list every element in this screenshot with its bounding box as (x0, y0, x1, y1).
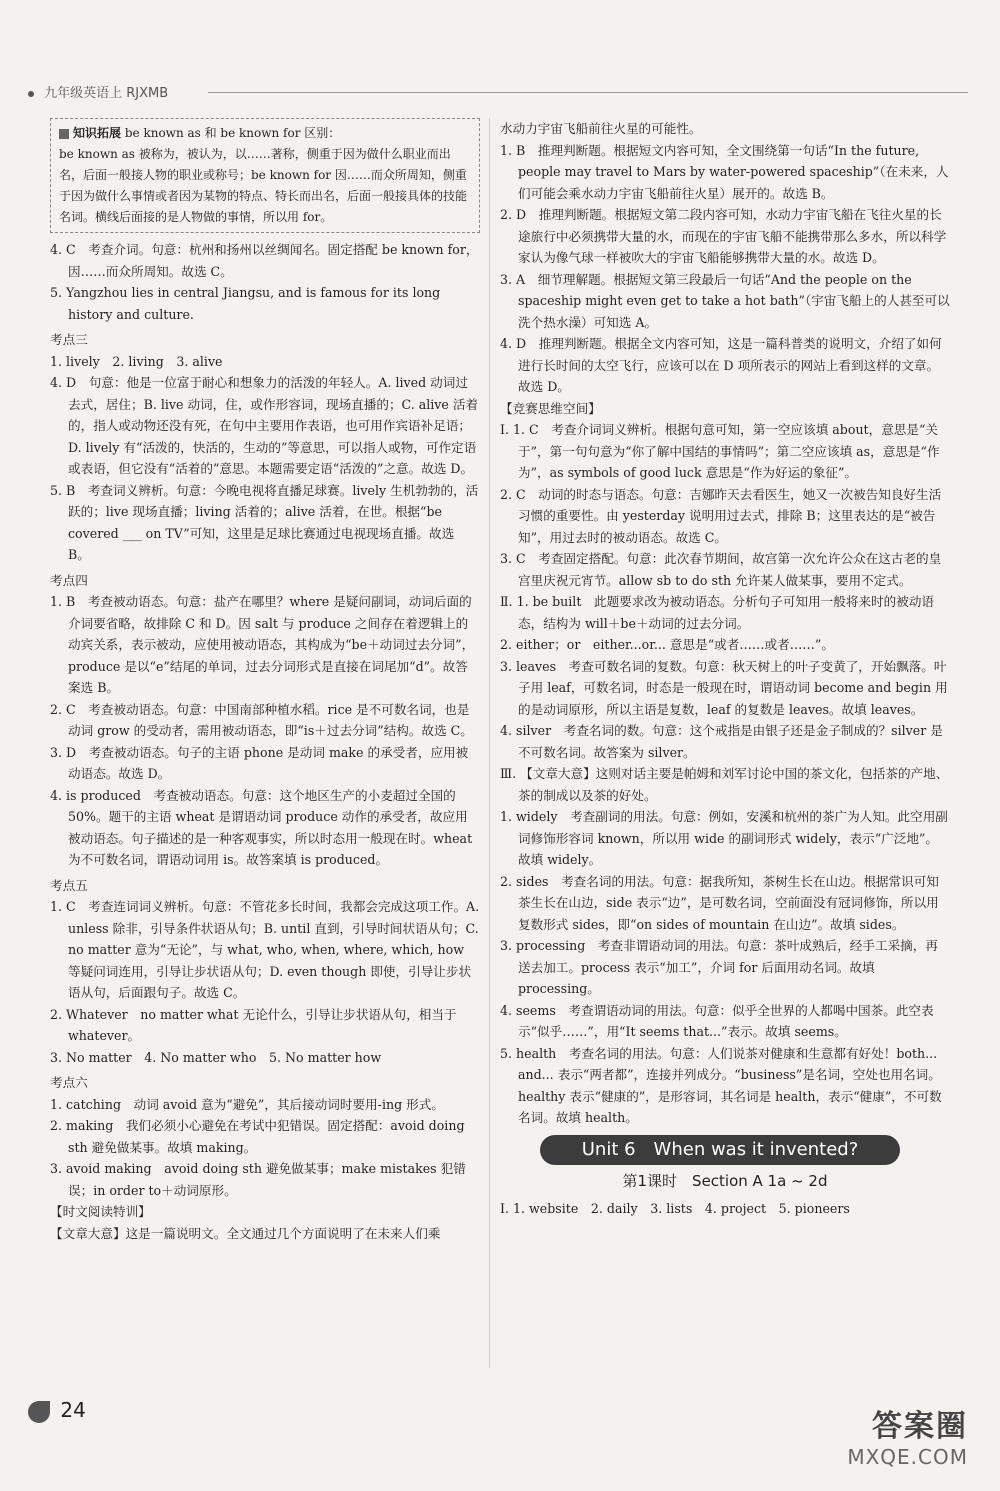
answer-item: 1. catching 动词 avoid 意为“避免”，其后接动词时要用-ing 形式。 (50, 1096, 444, 1112)
answer-item: Ⅱ. 1. be built 此题要求改为被动语态。分析句子可知用一般将来时的被动语态，结构为 will＋be＋动词的过去分词。 (500, 594, 935, 631)
answer-item: 4. seems 考查谓语动词的用法。句意：似乎全世界的人都喝中国茶。此空表示“似乎……”，用“It seems that...”表示。故填 seems。 (500, 1002, 934, 1039)
answer-item: 4. D 句意：他是一位富于耐心和想象力的活泼的年轻人。A. lived 动词过去式，居住；B. live 动词，住，或作形容词，现场直播的；C. alive 活着的，指人或动物还没有死，在句中主要用作表语，也可用作宾语补足语；D. lively 有“活泼的，快活的，生动的”等意思，可以指人或物，可作定语或表语，但它没有“活着的”意思。本题需要定语“活泼的”之意。故选 D。 (50, 375, 479, 476)
answer-item: 3. A 细节理解题。根据短文第三段最后一句话“And the people on the spaceship might even get to take a hot bath”（宇宙飞船上的人甚至可以洗个热水澡）可知选 A。 (500, 271, 950, 330)
answer-item: 1. B 考查被动语态。句意：盐产在哪里？where 是疑问副词，动词后面的介词要省略，故排除 C 和 D。因 salt 与 produce 之间存在着逻辑上的动宾关系，表示被动，应使用被动语态，其构成为“be＋动词过去分词”，produce 是以“e”结尾的单词，过去分词形式是直接在词尾加“d”。故答案选 B。 (50, 594, 475, 695)
answer-item: 2. either；or either...or... 意思是“或者……或者……”。 (500, 637, 834, 652)
logo-big-text: 答案圈 (872, 1409, 968, 1444)
column-divider (489, 118, 490, 1368)
answer-item: 2. D 推理判断题。根据短文第二段内容可知，水动力宇宙飞船在飞往火星的长途旅行中必须携带大量的水，而现在的宇宙飞船不能携带那么多水，所以科学家认为像气球一样被吹大的宇宙飞船能够携带大量的水。故选 D。 (500, 207, 947, 265)
answer-item: 5. B 考查词义辨析。句意：今晚电视将直播足球赛。lively 生机勃勃的，活跃的；live 现场直播；living 活着的；alive 活着，在世。根据“be covered ___ on TV”可知，这里是足球比赛通过电视现场直播。故选 B。 (50, 482, 479, 562)
header-title: 九年级英语上 RJXMB (44, 86, 169, 101)
answer-item: 3. avoid making avoid doing sth 避免做某事；make mistakes 犯错误；in order to＋动词原形。 (50, 1161, 466, 1198)
extension-line: be known as 被称为，被认为，以……著称，侧重于因为做什么职业而出名，后面一般接人物的职业或称号；be known for 因……而众所周知，侧重于因为做什么事情或者因为某物的特点、特长而出名，后面一般接具体的技能名词。横线后面接的是人物做的事情，所以用 for。 (59, 147, 468, 224)
answer-item: 3. C 考查固定搭配。句意：此次春节期间，故宫第一次允许公众在这古老的皇宫里庆祝元宵节。allow sb to do sth 允许某人做某事，要用不定式。 (500, 551, 942, 588)
page-header (28, 82, 968, 104)
answer-item: 3. D 考查被动语态。句子的主语 phone 是动词 make 的承受者，应用被动语态。故选 D。 (50, 744, 469, 781)
header-rule (208, 92, 968, 93)
page-number (28, 1398, 86, 1423)
answer-item: Ⅰ. 1. C 考查介词词义辨析。根据句意可知，第一空应该填 about，意思是“关于”，第一句句意为“你了解中国结的事情吗”；第二空应该填 as，意思是“作为”，as symbols of good luck 意思是“作为好运的象征”。 (500, 422, 940, 480)
extension-line: be known as 和 be known for 区别： (124, 126, 341, 140)
section-heading: 考点五 (50, 877, 88, 893)
answer-item: 4. is produced 考查被动语态。句意：这个地区生产的小麦超过全国的 50%。题干的主语 wheat 是谓语动词 produce 动作的承受者，故应用被动语态。句子描述的是一种客观事实，所以时态用一般现在时。wheat 为不可数名词，谓语动词用 is。故答案填 is produced。 (50, 787, 473, 867)
section-bracket-heading: 【竞赛思维空间】 (500, 400, 601, 416)
answer-item: 1. widely 考查副词的用法。句意：例如，安溪和杭州的茶广为人知。此空用副词修饰形容词 known，所以用 wide 的副词形式 widely，表示“广泛地”。故填 widely。 (500, 809, 948, 867)
answer-item: 4. silver 考查名词的数。句意：这个戒指是由银子还是金子制成的？silver 是不可数名词。故答案为 silver。 (500, 723, 943, 760)
wave-logo-icon (28, 1401, 50, 1423)
extension-title: 知识拓展 (59, 126, 121, 140)
answer-item: 2. C 考查被动语态。句意：中国南部种植水稻。rice 是不可数名词，也是动词 grow 的受动者，需用被动语态，即“is＋过去分词”结构。故选 C。 (50, 701, 473, 738)
answer-item: 2. sides 考查名词的用法。句意：据我所知，茶树生长在山边。根据常识可知茶生长在山边，side 表示“边”，是可数名词，空前面没有冠词修饰，所以用复数形式 sides，即“on sides of mountain 在山边”。故填 sides。 (500, 873, 939, 932)
section-heading: 考点四 (50, 572, 88, 588)
answer-item: 4. C 考查介词。句意：杭州和扬州以丝绸闻名。固定搭配 be known for，因……而众所周知。故选 C。 (50, 242, 479, 279)
left-column (50, 118, 480, 1244)
watermark-logo (847, 1401, 968, 1469)
answer-item: 5. health 考查名词的用法。句意：人们说茶对健康和生意都有好处！both... and... 表示“两者都”，连接并列成分。“business”是名词，空处也用名词。healthy 表示“健康的”，是形容词，其名词是 health，表示“健康”，不可数名词。故填 health。 (500, 1045, 942, 1125)
bullet-icon (28, 91, 34, 97)
answer-item: 4. D 推理判断题。根据全文内容可知，这是一篇科普类的说明文，介绍了如何进行长时间的太空飞行，应该可以在 D 项所表示的网站上看到这样的文章。故选 D。 (500, 336, 942, 394)
answer-item: 3. processing 考查非谓语动词的用法。句意：茶叶成熟后，经手工采摘，再送去加工。process 表示“加工”，介词 for 后面用动名词。故填 processing。 (500, 938, 938, 996)
right-column (500, 118, 950, 1220)
answer-item: 2. C 动词的时态与语态。句意：吉娜昨天去看医生，她又一次被告知良好生活习惯的重要性。由 yesterday 说明用过去式，排除 B；这里表达的是“被告知”，用过去时的被动语态。故选 C。 (500, 486, 942, 545)
answer-item: 2. Whatever no matter what 无论什么，引导让步状语从句，相当于 whatever。 (50, 1006, 457, 1043)
section-heading: 考点三 (50, 332, 88, 347)
left-body (50, 239, 480, 1244)
answer-item: Ⅲ. 【文章大意】这则对话主要是帕姆和刘军讨论中国的茶文化，包括茶的产地、茶的制成以及茶的好处。 (500, 766, 949, 803)
answer-item: 水动力宇宙飞船前往火星的可能性。 (500, 121, 702, 136)
answer-item: 3. No matter 4. No matter who 5. No matter how (50, 1049, 382, 1065)
section-bracket-heading: 【时文阅读特训】 (50, 1204, 151, 1219)
knowledge-extension-box (50, 118, 480, 233)
right-body (500, 118, 950, 1129)
answer-item: 1. lively 2. living 3. alive (50, 353, 223, 369)
answer-item: 3. leaves 考查可数名词的复数。句意：秋天树上的叶子变黄了，开始飘落。叶子用 leaf，可数名词，时态是一般现在时，谓语动词 become and begin 用的是动词原形，所以主语是复数，leaf 的复数是 leaves。故填 leaves。 (500, 658, 948, 717)
logo-small-text: MXQE.COM (847, 1445, 968, 1469)
lesson-title: 第1课时 Section A 1a ~ 2d (622, 1171, 828, 1190)
section-heading: 考点六 (50, 1075, 88, 1090)
answer-item: 1. C 考查连词词义辨析。句意：不管花多长时间，我都会完成这项工作。A. unless 除非，引导条件状语从句；B. until 直到，引导时间状语从句；C. no matter 意为“无论”，与 what, who, when, where, which, how 等疑问词连用，引导让步状语从句；D. even though 即使，引导让步状语从句，后面跟句子。故选 C。 (50, 899, 480, 1000)
unit-banner: Unit 6 When was it invented? (540, 1135, 900, 1165)
answer-item: 2. making 我们必须小心避免在考试中犯错误。固定搭配：avoid doing sth 避免做某事。故填 making。 (50, 1118, 465, 1155)
unit-answers: Ⅰ. 1. website 2. daily 3. lists 4. project 5. pioneers (500, 1201, 850, 1216)
page-number-text: 24 (60, 1398, 86, 1422)
answer-item: 【文章大意】这是一篇说明文。全文通过几个方面说明了在未来人们乘 (50, 1225, 441, 1241)
answer-item: 5. Yangzhou lies in central Jiangsu, and is famous for its long history and culture. (50, 285, 441, 322)
answer-item: 1. B 推理判断题。根据短文内容可知，全文围绕第一句话“In the future, people may travel to Mars by water-powered spaceship”（在未来，人们可能会乘水动力宇宙飞船前往火星）展开的。故选 B。 (500, 142, 949, 201)
